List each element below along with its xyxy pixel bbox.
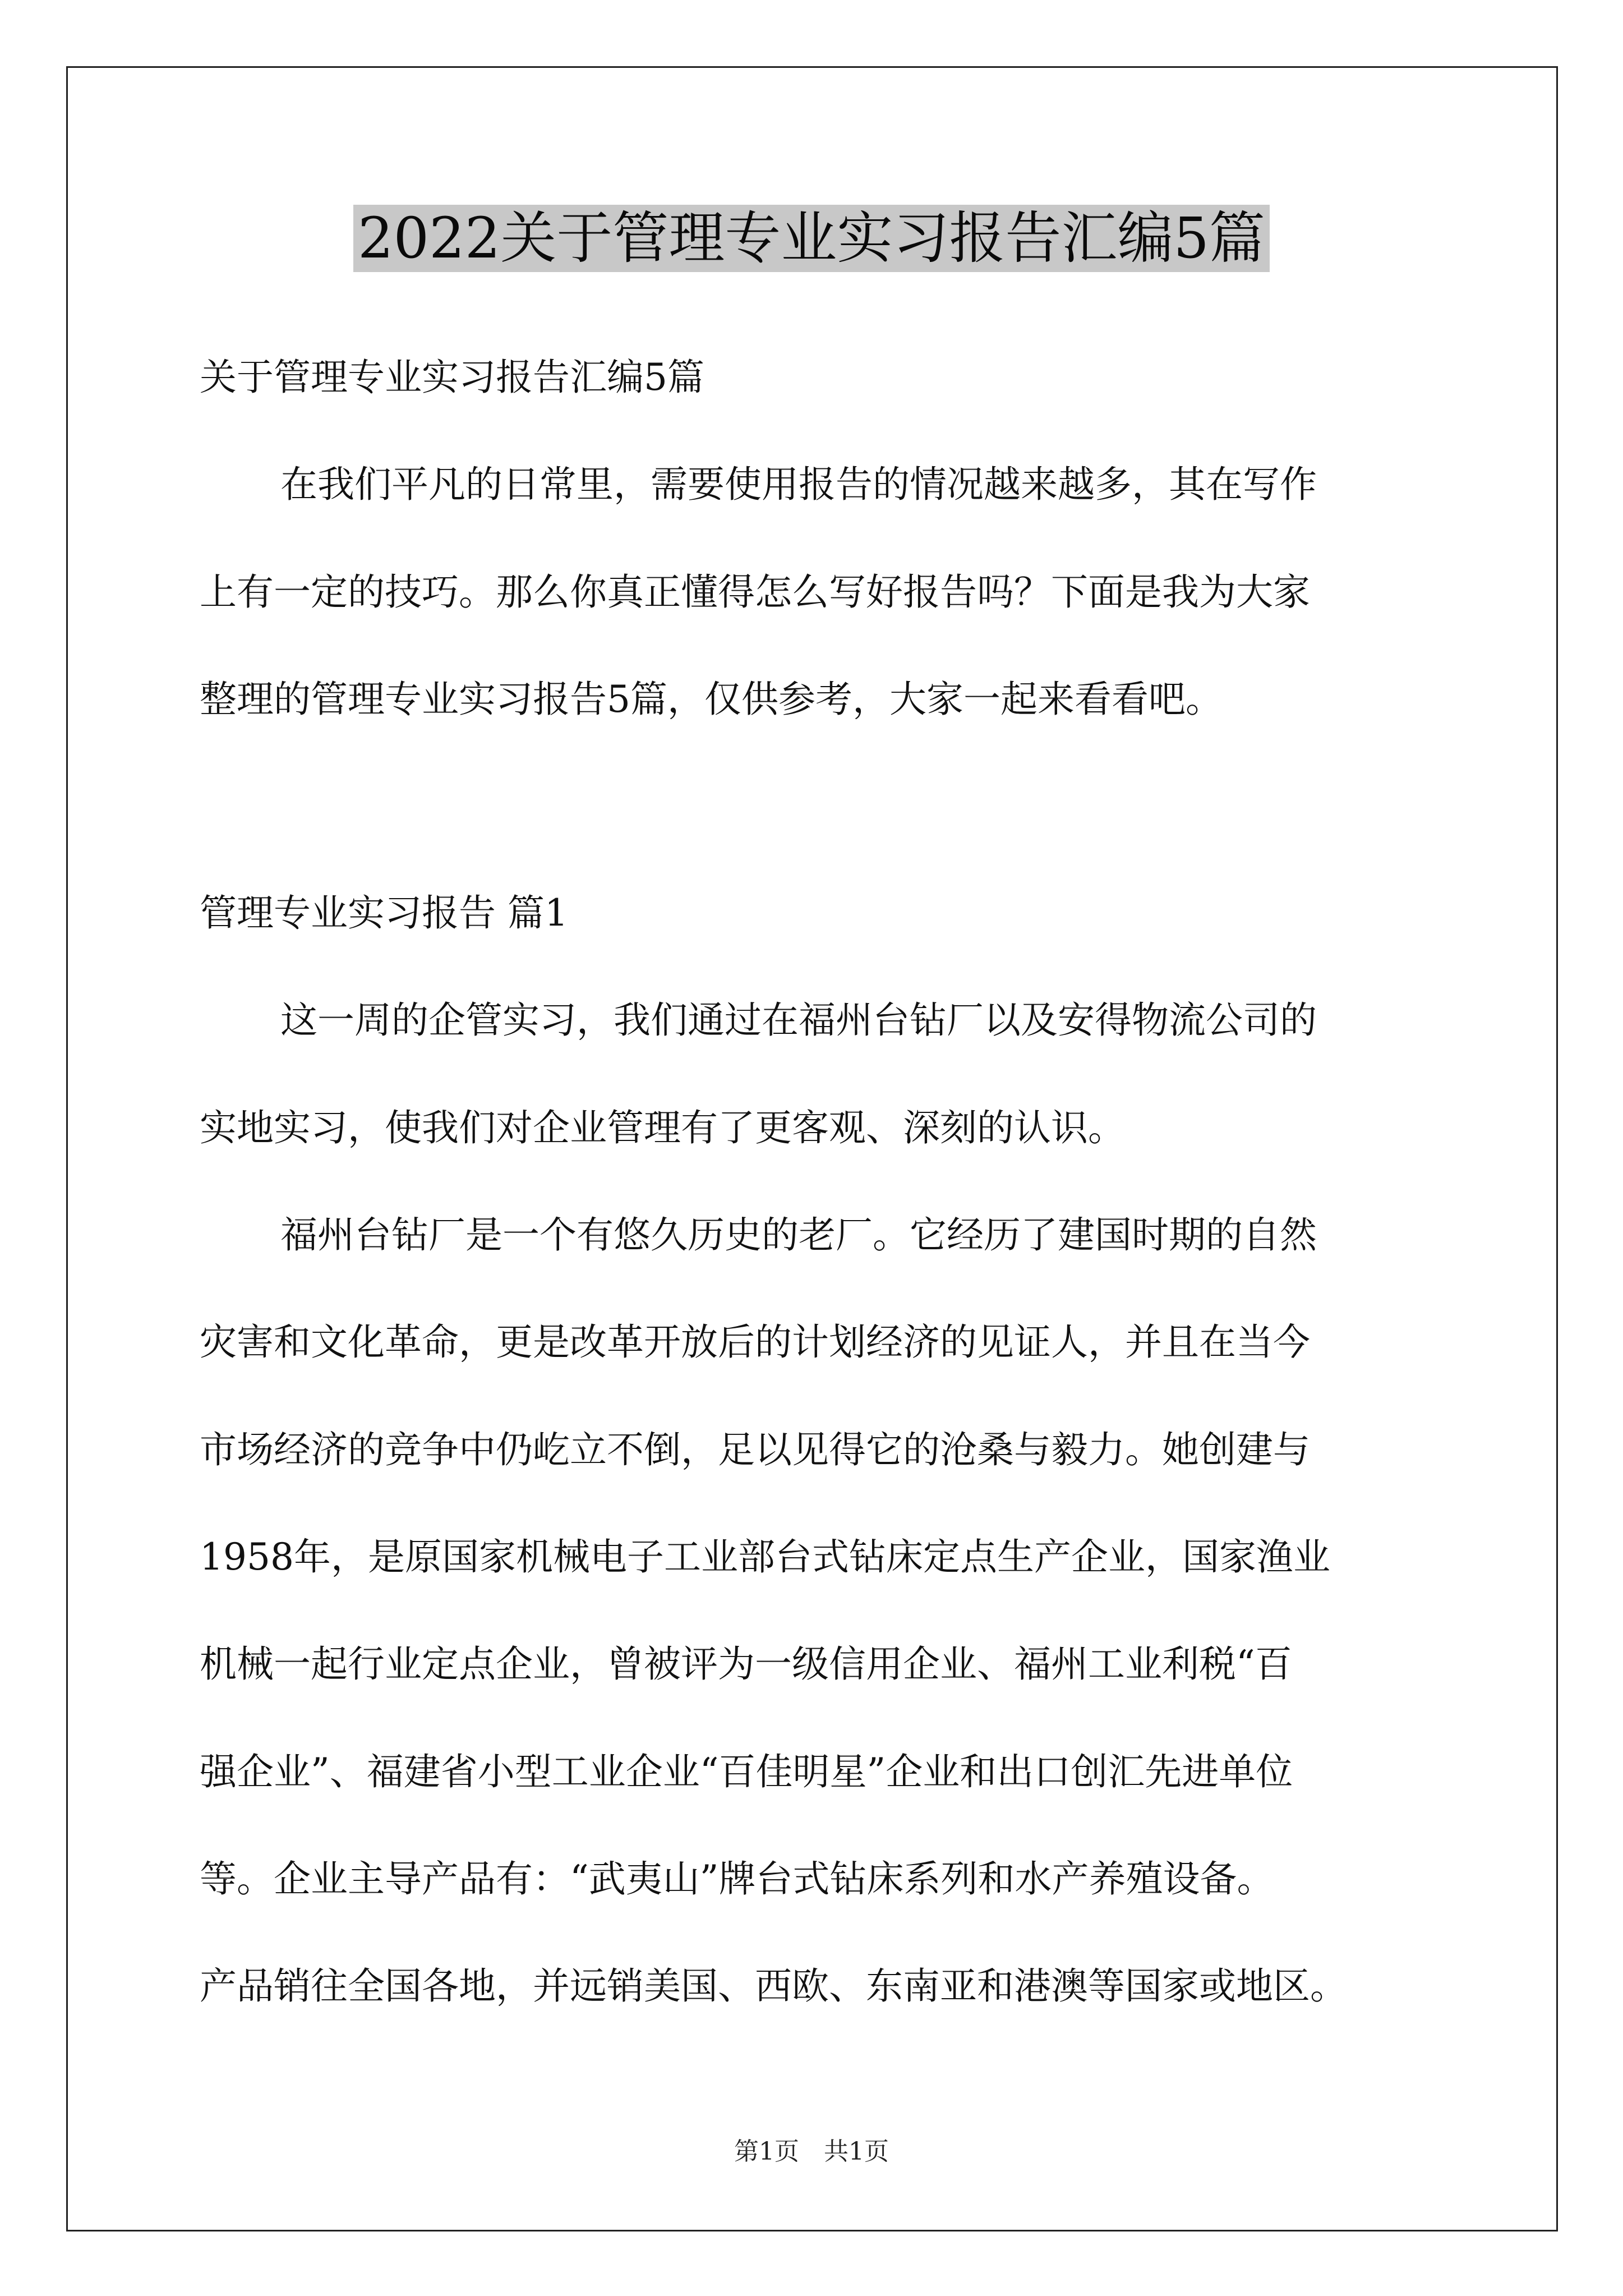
title-container: [0, 205, 1623, 272]
document-title: 2022关于管理专业实习报告汇编5篇: [353, 205, 1270, 272]
intro-line: 在我们平凡的日常里，需要使用报告的情况越来越多，其在写作: [280, 463, 1317, 506]
paragraph-line: 产品销往全国各地，并远销美国、西欧、东南亚和港澳等国家或地区。: [200, 1964, 1347, 2008]
paragraph-line: 灾害和文化革命，更是改革开放后的计划经济的见证人，并且在当今: [200, 1320, 1310, 1364]
paragraph-line: 实地实习，使我们对企业管理有了更客观、深刻的认识。: [200, 1106, 1125, 1149]
paragraph-line: 等。企业主导产品有：“武夷山”牌台式钻床系列和水产养殖设备。: [200, 1857, 1274, 1901]
page-footer: 第1页 共1页: [734, 2137, 889, 2166]
paragraph-line: 福州台钻厂是一个有悠久历史的老厂。它经历了建国时期的自然: [280, 1213, 1317, 1257]
paragraph-line: 强企业”、福建省小型工业企业“百佳明星”企业和出口创汇先进单位: [200, 1750, 1293, 1793]
paragraph-line: 市场经济的竞争中仍屹立不倒，足以见得它的沧桑与毅力。她创建与: [200, 1428, 1310, 1471]
document-subtitle: 关于管理专业实习报告汇编5篇: [200, 356, 704, 399]
paragraph-line: 1958年，是原国家机械电子工业部台式钻床定点生产企业，国家渔业: [200, 1535, 1330, 1579]
intro-line: 整理的管理专业实习报告5篇，仅供参考，大家一起来看看吧。: [200, 678, 1223, 721]
section-heading: 管理专业实习报告 篇1: [200, 891, 568, 935]
intro-line: 上有一定的技巧。那么你真正懂得怎么写好报告吗？下面是我为大家: [200, 570, 1310, 614]
paragraph-line: 机械一起行业定点企业，曾被评为一级信用企业、福州工业利税“百: [200, 1642, 1292, 1686]
paragraph-line: 这一周的企管实习，我们通过在福州台钻厂以及安得物流公司的: [280, 999, 1317, 1042]
